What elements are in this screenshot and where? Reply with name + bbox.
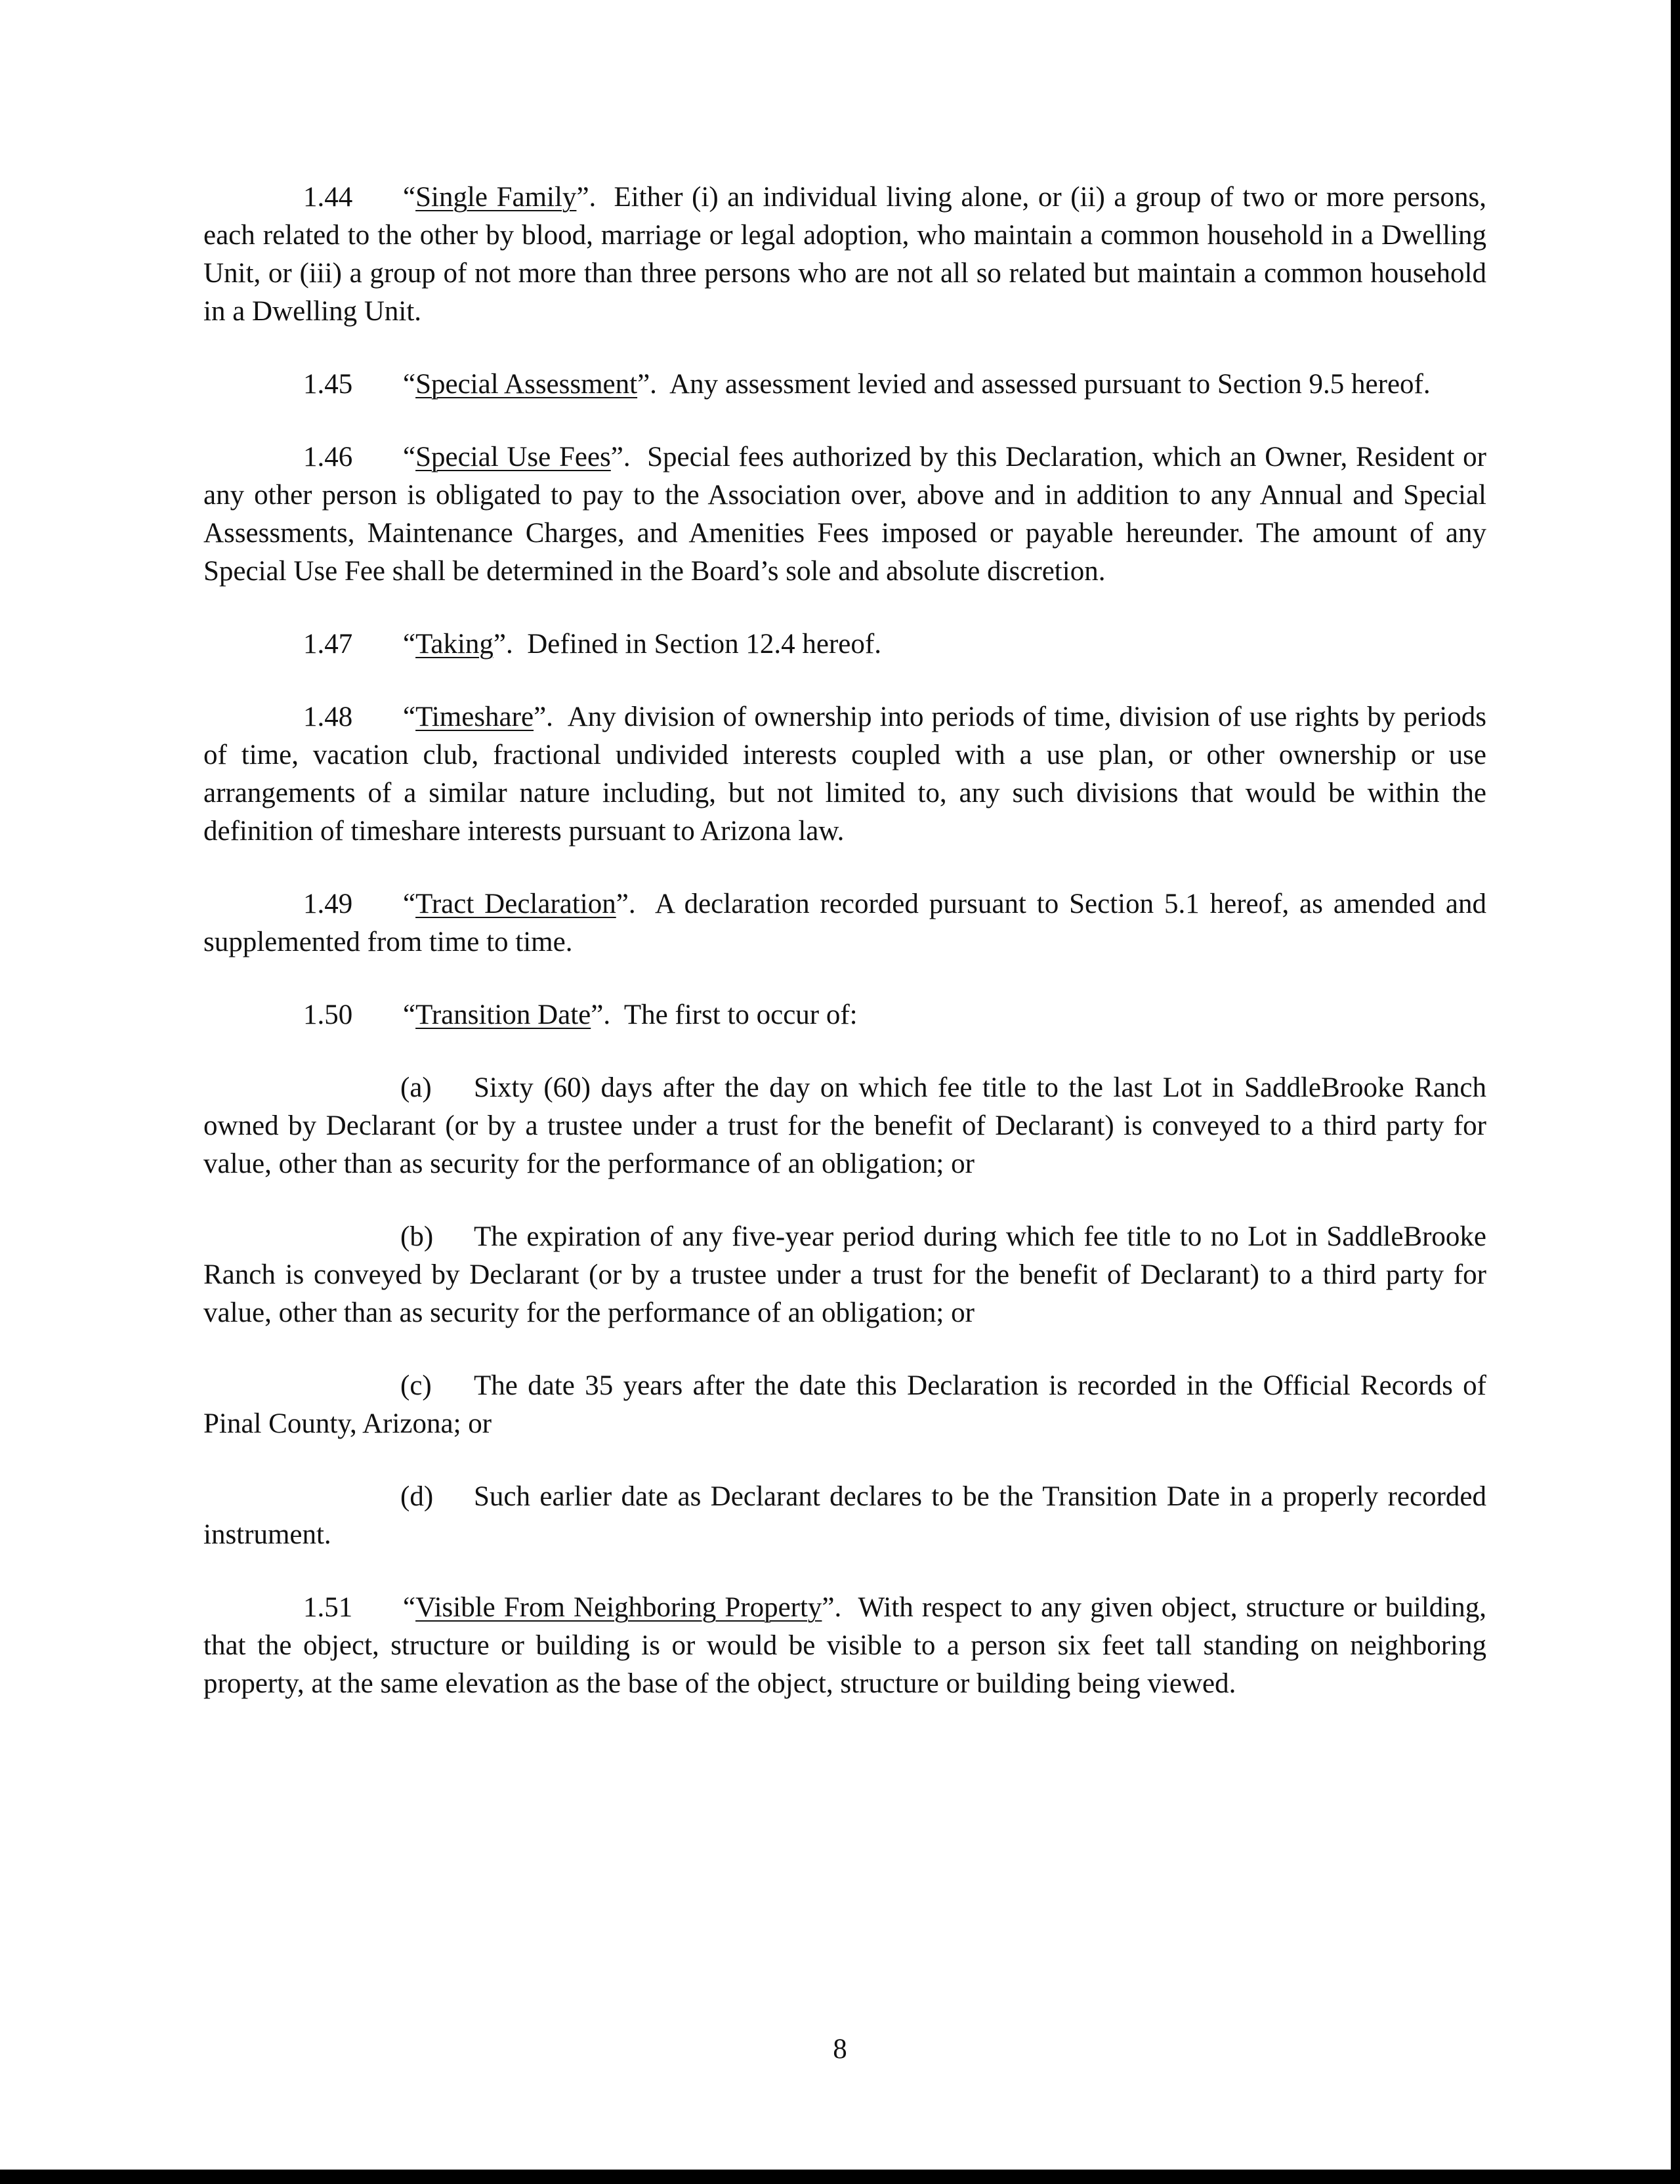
subsection-label: (b) [400, 1221, 434, 1252]
section-text: Any division of ownership into periods of time, division of use rights by periods of time, vacation club, fractional undivided interests coupled with a use plan, or other ownership or use arrangements of a similar nature including, but not limited to, any such divisions that would be within the definition of timeshare interests pursuant to Arizona law. [203, 702, 1486, 847]
section-1-49: 1.49 “Tract Declaration”. A declaration recorded pursuant to Section 5.1 hereof, as amended and supplemented from time to time. [203, 885, 1486, 961]
subsection-label: (a) [400, 1072, 432, 1103]
section-1-46: 1.46 “Special Use Fees”. Special fees authorized by this Declaration, which an Owner, Resident or any other person is obligated to pay to the Association over, above and in addition to any Annual and Special Assessments, Maintenance Charges, and Amenities Fees imposed or payable hereunder. The amount of any Special Use Fee shall be determined in the Board’s sole and absolute discretion. [203, 438, 1486, 591]
defined-term: Special Use Fees [415, 442, 611, 472]
section-number: 1.46 [303, 442, 353, 472]
subsection-text: The date 35 years after the date this Declaration is recorded in the Official Records of Pinal County, Arizona; or [203, 1370, 1486, 1439]
section-number: 1.45 [303, 369, 353, 400]
section-number: 1.51 [303, 1592, 353, 1623]
defined-term: Transition Date [415, 999, 591, 1030]
subsection-b [203, 1218, 1486, 1332]
document-body [203, 178, 1486, 1738]
section-1-48: 1.48 “Timeshare”. Any division of ownership into periods of time, division of use rights by periods of time, vacation club, fractional undivided interests coupled with a use plan, or other ownership or use arrangements of a similar nature including, but not limited to, any such divisions that would be within the definition of timeshare interests pursuant to Arizona law. [203, 698, 1486, 850]
subsection-a [203, 1069, 1486, 1183]
section-text: With respect to any given object, structure or building, that the object, structure or building is or would be visible to a person six feet tall standing on neighboring property, at the same elevation as the base of the object, structure or building being viewed. [203, 1592, 1486, 1699]
section-text: Any assessment levied and assessed pursuant to Section 9.5 hereof. [669, 369, 1431, 400]
subsection-text: Sixty (60) days after the day on which fee title to the last Lot in SaddleBrooke Ranch owned by Declarant (or by a trustee under a trust for the benefit of Declarant) is conveyed to a third party for value, other than as security for the performance of an obligation; or [203, 1072, 1486, 1179]
subsection-text: Such earlier date as Declarant declares to be the Transition Date in a properly recorded instrument. [203, 1481, 1486, 1550]
subsection-c [203, 1367, 1486, 1443]
section-number: 1.49 [303, 889, 353, 919]
section-number: 1.50 [303, 999, 353, 1030]
page-number: 8 [833, 2034, 847, 2065]
section-text: A declaration recorded pursuant to Section 5.1 hereof, as amended and supplemented from time to time. [203, 889, 1486, 957]
section-text: The first to occur of: [623, 999, 858, 1030]
section-number: 1.44 [303, 182, 353, 213]
subsection-text: The expiration of any five-year period during which fee title to no Lot in SaddleBrooke Ranch is conveyed by Declarant (or by a trustee under a trust for the benefit of Declarant) to a third party for value, other than as security for the performance of an obligation; or [203, 1221, 1486, 1328]
defined-term: Visible From Neighboring Property [415, 1592, 822, 1623]
section-1-51: 1.51 “Visible From Neighboring Property”. With respect to any given object, structure or building, that the object, structure or building is or would be visible to a person six feet tall standing on neighboring property, at the same elevation as the base of the object, structure or building being viewed. [203, 1589, 1486, 1703]
section-1-45: 1.45 “Special Assessment”. Any assessment levied and assessed pursuant to Section 9.5 hereof. [203, 366, 1486, 404]
section-text: Special fees authorized by this Declaration, which an Owner, Resident or any other person is obligated to pay to the Association over, above and in addition to any Annual and Special Assessments, Maintenance Charges, and Amenities Fees imposed or payable hereunder. The amount of any Special Use Fee shall be determined in the Board’s sole and absolute discretion. [203, 442, 1486, 587]
section-text: Either (i) an individual living alone, or (ii) a group of two or more persons, each related to the other by blood, marriage or legal adoption, who maintain a common household in a Dwelling Unit, or (iii) a group of not more than three persons who are not all so related but maintain a common household in a Dwelling Unit. [203, 182, 1487, 327]
defined-term: Special Assessment [415, 369, 638, 400]
section-1-44: 1.44 “Single Family”. Either (i) an individual living alone, or (ii) a group of two or more persons, each related to the other by blood, marriage or legal adoption, who maintain a common household in a Dwelling Unit, or (iii) a group of not more than three persons who are not all so related but maintain a common household in a Dwelling Unit. [203, 178, 1486, 331]
section-1-47: 1.47 “Taking”. Defined in Section 12.4 hereof. [203, 625, 1486, 663]
subsection-d [203, 1478, 1486, 1554]
defined-term: Timeshare [415, 702, 534, 732]
subsection-label: (c) [400, 1370, 432, 1401]
section-text: Defined in Section 12.4 hereof. [527, 629, 881, 660]
scan-border-right [1671, 0, 1680, 2184]
section-1-50: 1.50 “Transition Date”. The first to occur of: [203, 996, 1486, 1034]
scan-border-bottom [0, 2170, 1680, 2184]
subsection-label: (d) [400, 1481, 434, 1512]
defined-term: Tract Declaration [415, 889, 616, 919]
defined-term: Single Family [415, 182, 577, 213]
section-number: 1.47 [303, 629, 353, 660]
defined-term: Taking [415, 629, 494, 660]
section-number: 1.48 [303, 702, 353, 732]
